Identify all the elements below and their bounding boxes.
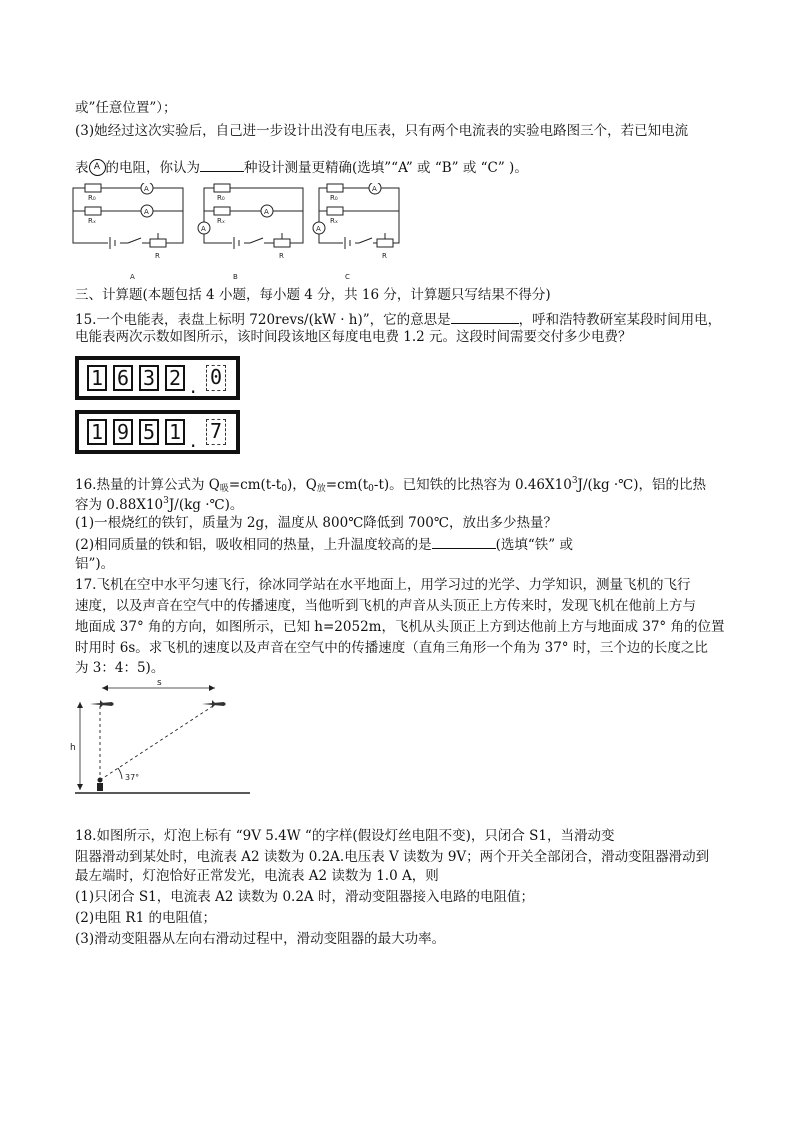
q16-line4 <box>75 534 573 554</box>
q15-line2: 电能表两次示数如图所示，该时间段该地区每度电电费 1.2 元。这段时间需要交付多少电费？ <box>75 329 632 345</box>
meter1-digit-4: 2 <box>165 365 185 391</box>
q16-sub-absorb: 吸 <box>219 484 229 494</box>
meter2-digit-1: 1 <box>87 419 107 445</box>
q16-text-e: -t)。已知铁的比热容为 0.46X10 <box>373 477 572 493</box>
circuit-b <box>198 184 303 249</box>
q16-sub-0b: 0 <box>368 484 374 494</box>
q15-line1-post: ，呼和浩特教研室某段时间用电， <box>518 312 722 328</box>
q17-line5: 为 3：4：5)。 <box>75 660 165 676</box>
q18-line5: (2)电阻 R1 的电阻值； <box>75 910 216 926</box>
circuit-b-r-label: R <box>279 252 284 260</box>
airplane-figure <box>70 680 255 800</box>
circuit-c-rx-label: Rₓ <box>330 217 338 225</box>
airplane-icon-2 <box>202 700 226 708</box>
answer-blank[interactable] <box>451 309 519 324</box>
q16-sup-3b: 3 <box>163 496 169 506</box>
q18-line4: (1)只闭合 S1，电流表 A2 读数为 0.2A 时，滑动变阻器接入电路的电阻值； <box>75 889 534 905</box>
q17-line4: 时用时 6s。求飞机的速度以及声音在空气中的传播速度（直角三角形一个角为 37° 时，三个边的长度之比 <box>75 640 708 656</box>
ammeter-symbol-icon: A <box>89 159 106 176</box>
circuit-b-ammeter-1: A <box>264 208 269 216</box>
q14-line3-mid: 的电阻，你认为 <box>105 160 200 176</box>
q18-line2: 阻器滑动到某处时，电流表 A2 读数为 0.2A.电压表 V 读数为 9V；两个开关全部闭合，滑动变阻器滑动到 <box>75 849 710 865</box>
q14-line1: 或”任意位置”）； <box>75 100 177 116</box>
q14-line3 <box>75 157 528 177</box>
q16-text-d: =cm(t <box>325 477 369 493</box>
electric-meter-reading-1 <box>75 356 240 400</box>
circuit-c <box>313 183 399 249</box>
q15-line1-pre: 15.一个电能表，表盘上标明 720revs/(kW · h)”，它的意思是 <box>75 312 451 328</box>
circuit-a <box>73 183 183 249</box>
section3-heading: 三、计算题(本题包括 4 小题，每小题 4 分，共 16 分，计算题只写结果不得分) <box>75 287 551 303</box>
q14-line3-post: 种设计测量更精确(选填”“A” 或 “B” 或 “C” )。 <box>244 160 528 176</box>
q16-text-f: J/(kg ·℃)，铝的比热 <box>577 477 707 493</box>
meter1-digit-3: 3 <box>139 365 159 391</box>
observer-person-icon <box>97 778 103 792</box>
q14-line2: (3)她经过这次实验后，自己进一步设计出没有电压表，只有两个电流表的实验电路图三个，若已知电流 <box>75 123 689 139</box>
q16-line2-b: J/(kg ·℃)。 <box>168 497 244 513</box>
q16-line2-a: 容为 0.88X10 <box>75 497 164 513</box>
meter1-digit-1: 1 <box>87 365 107 391</box>
circuit-a-r0-label: R₀ <box>88 194 96 202</box>
circuit-a-r-label: R <box>155 252 160 260</box>
q15-line1 <box>75 309 721 329</box>
q18-line3: 最左端时，灯泡恰好正常发光，电流表 A2 读数为 1.0 A，则 <box>75 868 439 884</box>
meter1-digit-2: 6 <box>113 365 133 391</box>
q16-sub-0a: 0 <box>281 484 287 494</box>
q16-line3: (1)一根烧红的铁钉，质量为 2g，温度从 800℃降低到 700℃，放出多少热量？ <box>75 515 557 531</box>
q16-line4-post: (选填“铁” 或 <box>495 537 573 553</box>
circuit-b-ammeter-2: A <box>201 225 206 233</box>
circuit-b-rx-label: Rₓ <box>217 217 225 225</box>
meter2-decimal-point: . <box>190 428 197 452</box>
circuit-c-caption: C <box>345 273 350 281</box>
circuit-diagrams <box>70 183 415 283</box>
circuit-b-caption: B <box>233 273 238 281</box>
meter2-fraction-digit: 7 <box>206 419 226 445</box>
answer-blank[interactable] <box>432 534 496 549</box>
meter1-decimal-point: . <box>190 374 197 398</box>
circuit-a-ammeter-1: A <box>144 185 149 193</box>
h-label: h <box>70 743 76 753</box>
meter2-digit-4: 1 <box>165 419 185 445</box>
circuit-c-ammeter-2: A <box>316 225 321 233</box>
q16-line4-pre: (2)相同质量的铁和铝，吸收相同的热量，上升温度较高的是 <box>75 537 432 553</box>
q16-text-a: 16.热量的计算公式为 Q <box>75 477 220 493</box>
q17-line3: 地面成 37° 角的方向，如图所示，已知 h=2052m，飞机从头顶正上方到达他前上方与地面成 37° 角的位置 <box>75 619 725 635</box>
circuit-c-r-label: R <box>382 252 387 260</box>
airplane-icon <box>90 700 114 708</box>
q18-line6: (3)滑动变阻器从左向右滑动过程中，滑动变阻器的最大功率。 <box>75 931 446 947</box>
q16-line2 <box>75 492 243 514</box>
q16-sup-3a: 3 <box>571 476 578 486</box>
meter2-digit-3: 5 <box>139 419 159 445</box>
q16-text-c: )，Q <box>286 477 317 493</box>
q18-line1: 18.如图所示，灯泡上标有 “9V 5.4W “的字样(假设灯丝电阻不变)，只闭合 S1，当滑动变 <box>75 828 615 844</box>
circuit-a-rx-label: Rₓ <box>88 217 96 225</box>
circuit-c-r0-label: R₀ <box>330 194 338 202</box>
electric-meter-reading-2 <box>75 410 240 454</box>
meter2-digit-2: 9 <box>113 419 133 445</box>
q16-text-b: =cm(t-t <box>228 477 282 493</box>
circuit-b-r0-label: R₀ <box>217 194 225 202</box>
circuit-a-ammeter-2: A <box>144 208 149 216</box>
q17-line1: 17.飞机在空中水平匀速飞行，徐冰同学站在水平地面上，用学习过的光学、力学知识，测量飞机的飞行 <box>75 577 691 593</box>
s-label: s <box>157 680 162 688</box>
q17-line2: 速度，以及声音在空气中的传播速度，当他听到飞机的声音从头顶正上方传来时，发现飞机在他前上方与 <box>75 598 696 614</box>
q16-line5: 铝”)。 <box>75 556 115 572</box>
q16-sub-release: 放 <box>316 484 326 494</box>
angle-label: 37° <box>125 773 140 782</box>
meter1-fraction-digit: 0 <box>206 365 226 391</box>
circuit-a-caption: A <box>130 273 135 281</box>
answer-blank[interactable] <box>200 157 244 172</box>
q14-line3-pre: 表 <box>75 160 89 176</box>
circuit-c-ammeter-1: A <box>372 185 377 193</box>
